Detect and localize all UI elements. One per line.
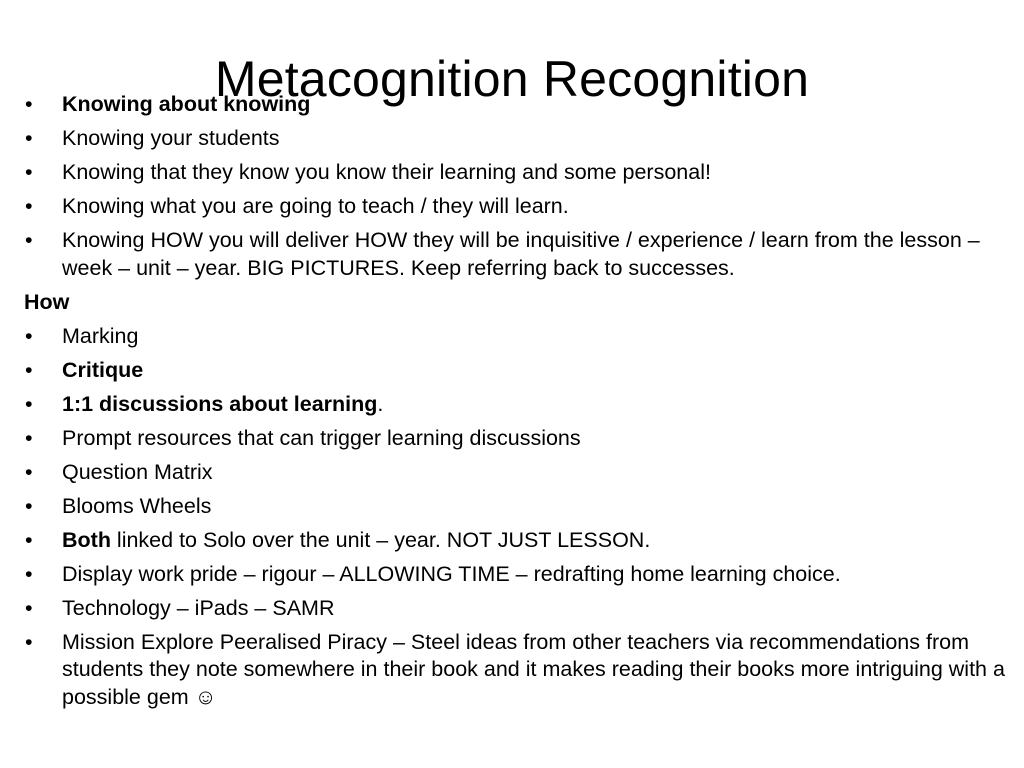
slide-title: Metacognition Recognition	[214, 50, 810, 107]
list-item	[24, 629, 1014, 712]
list-item	[24, 527, 1014, 555]
item-text: Marking	[62, 323, 139, 348]
list-item	[24, 159, 1014, 187]
bullet-icon: •	[25, 323, 33, 348]
item-text: Knowing your students	[62, 126, 280, 150]
list-item	[24, 425, 1014, 453]
bullet-icon: •	[25, 160, 33, 184]
item-text: Prompt resources that can trigger learning discussions	[62, 425, 581, 450]
item-text: Knowing that they know you know their learning and some personal!	[62, 160, 711, 184]
item-text: Knowing what you are going to teach / they will learn.	[62, 194, 569, 218]
item-text: Mission Explore Peeralised Piracy – Steel ideas from other teachers via recommendations from students they note somewhere in their book and it makes reading their books more intriguing with a possible gem ☺	[62, 629, 1005, 709]
item-bold-text: 1:1 discussions about learning	[62, 391, 378, 416]
item-text: .	[377, 391, 384, 416]
item-text: Knowing HOW you will deliver HOW they will be inquisitive / experience / learn from the lesson – week – unit – year. BIG PICTURES. Keep referring back to successes.	[62, 228, 980, 280]
list-item	[24, 91, 1014, 119]
bullet-icon: •	[25, 126, 33, 150]
list-item	[24, 493, 1014, 521]
list-item	[24, 357, 1014, 385]
item-bold-text: Knowing about knowing	[62, 92, 311, 116]
bullet-icon: •	[25, 527, 33, 552]
bullet-icon: •	[25, 92, 33, 116]
list-item	[24, 193, 1014, 221]
list-item	[24, 227, 1014, 282]
item-text: linked to Solo over the unit – year. NOT JUST LESSON.	[110, 527, 651, 552]
bullet-icon: •	[25, 391, 33, 416]
bullet-list	[24, 91, 1014, 718]
list-item	[24, 561, 1014, 589]
bullet-icon: •	[25, 459, 33, 484]
bullet-icon: •	[25, 493, 33, 518]
list-item	[24, 391, 1014, 419]
item-text: Display work pride – rigour – ALLOWING TIME – redrafting home learning choice.	[62, 561, 841, 586]
list-item	[24, 323, 1014, 351]
item-text: Technology – iPads – SAMR	[62, 595, 335, 620]
bullet-icon: •	[25, 228, 33, 252]
list-item	[24, 459, 1014, 487]
bullet-icon: •	[25, 629, 33, 654]
bullet-icon: •	[25, 561, 33, 586]
bullet-icon: •	[25, 425, 33, 450]
bullet-icon: •	[25, 194, 33, 218]
item-bold-text: Both	[62, 527, 111, 552]
list-item	[24, 595, 1014, 623]
item-bold-text: Critique	[62, 357, 144, 382]
list-item	[24, 125, 1014, 153]
bullet-icon: •	[25, 595, 33, 620]
bullet-icon: •	[25, 357, 33, 382]
section-heading-how: How	[24, 289, 70, 314]
item-text: Blooms Wheels	[62, 493, 212, 518]
item-text: Question Matrix	[62, 459, 213, 484]
